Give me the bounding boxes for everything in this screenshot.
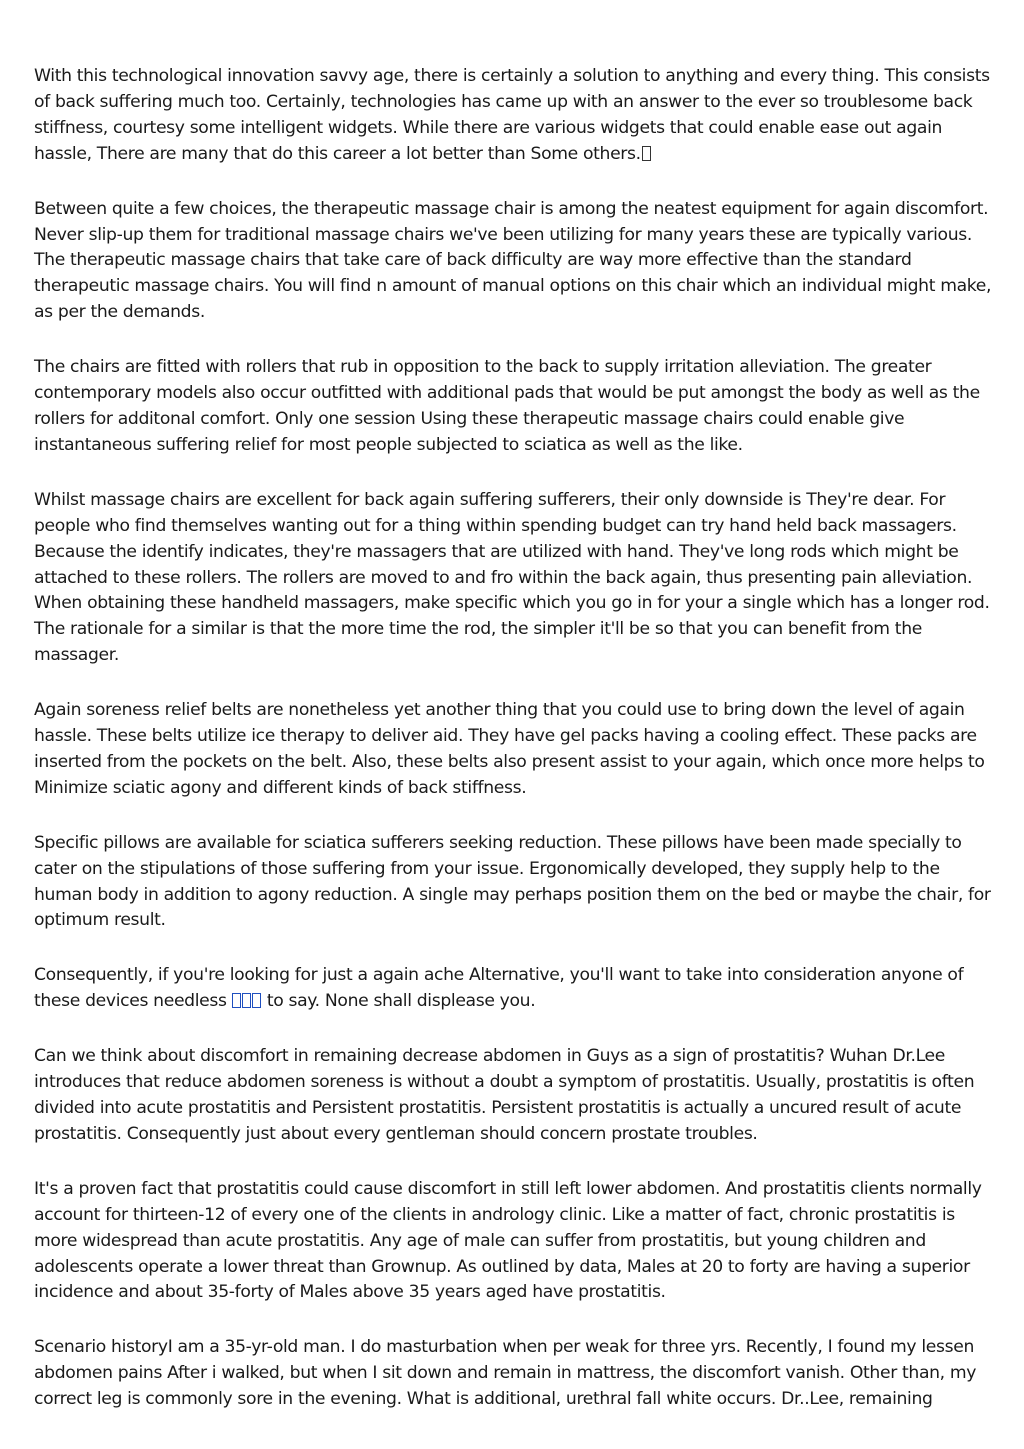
missing-glyph-icon [642, 146, 651, 161]
paragraph-5: Again soreness relief belts are nonetheless yet another thing that you could use to bring down the level of again hassle. These belts utilize ice therapy to deliver aid. They have gel packs having a cooling effect. These packs are inserted from the pockets on the belt. Also, these belts also present assist to your again, which once more helps to Minimize sciatic agony and different kinds of back stiffness. [34, 700, 985, 798]
paragraph-7-text-after: to say. None shall displease you. [266, 991, 536, 1012]
article-body [34, 64, 992, 1442]
paragraph-1 [34, 64, 992, 168]
paragraph-4: Whilst massage chairs are excellent for back again suffering sufferers, their only downside is They're dear. For people who find themselves wanting out for a thing within spending budget can try hand held back massagers. Because the identify indicates, they're massagers that are utilized with hand. They've long rods which might be attached to these rollers. The rollers are moved to and fro within the back again, thus presenting pain alleviation. When obtaining these handheld massagers, make specific which you go in for your a single which has a longer rod. The rationale for a similar is that the more time the rod, the simpler it'll be so that you can benefit from the massager. [34, 489, 990, 666]
paragraph-7-text-before: Consequently, if you're looking for just a again ache Alternative, you'll want to take into consideration anyone of these devices needless [34, 965, 964, 1012]
paragraph-1-text: With this technological innovation savvy age, there is certainly a solution to anything and every thing. This consists of back suffering much too. Certainly, technologies has came up with an answer to the ever so troublesome back stiffness, courtesy some intelligent widgets. While there are various widgets that could enable ease out again hassle, There are many that do this career a lot better than Some others. [34, 66, 990, 164]
paragraph-10: Scenario historyI am a 35-yr-old man. I do masturbation when per weak for three yrs. Recently, I found my lessen abdomen pains After i walked, but when I sit down and remain in mattress, the discomfort vanish. Other than, my correct leg is commonly sore in the evening. What is additional, urethral fall white occurs. Dr..Lee, remaining [34, 1337, 977, 1410]
missing-glyph-icon [232, 993, 241, 1008]
paragraph-3: The chairs are fitted with rollers that rub in opposition to the back to supply irritation alleviation. The greater contemporary models also occur outfitted with additional pads that would be put amongst the body as well as the rollers for additonal comfort. Only one session Using these therapeutic massage chairs could enable give instantaneous suffering relief for most people subjected to sciatica as well as the like. [34, 357, 980, 455]
paragraph-2: Between quite a few choices, the therapeutic massage chair is among the neatest equipment for again discomfort. Never slip-up them for traditional massage chairs we've been utilizing for many years these are typically various. The therapeutic massage chairs that take care of back difficulty are way more effective than the standard therapeutic massage chairs. You will find n amount of manual options on this chair which an individual might make, as per the demands. [34, 198, 992, 323]
paragraph-9: It's a proven fact that prostatitis could cause discomfort in still left lower abdomen. And prostatitis clients normally account for thirteen-12 of every one of the clients in andrology clinic. Like a matter of fact, chronic prostatitis is more widespread than acute prostatitis. Any age of male can suffer from prostatitis, but young children and adolescents operate a lower threat than Grownup. As outlined by data, Males at 20 to forty are having a superior incidence and about 35-forty of Males above 35 years aged have prostatitis. [34, 1178, 982, 1303]
paragraph-7 [34, 963, 992, 1015]
missing-glyph-icon [242, 993, 251, 1008]
missing-glyph-icon [252, 993, 261, 1008]
paragraph-6: Specific pillows are available for sciatica sufferers seeking reduction. These pillows have been made specially to cater on the stipulations of those suffering from your issue. Ergonomically developed, they supply help to the human body in addition to agony reduction. A single may perhaps position them on the bed or maybe the chair, for optimum result. [34, 832, 991, 931]
inline-link[interactable] [232, 991, 262, 1011]
paragraph-8: Can we think about discomfort in remaining decrease abdomen in Guys as a sign of prostatitis? Wuhan Dr.Lee introduces that reduce abdomen soreness is without a doubt a symptom of prostatitis. Usually, prostatitis is often divided into acute prostatitis and Persistent prostatitis. Persistent prostatitis is actually a uncured result of acute prostatitis. Consequently just about every gentleman should concern prostate troubles. [34, 1046, 975, 1144]
